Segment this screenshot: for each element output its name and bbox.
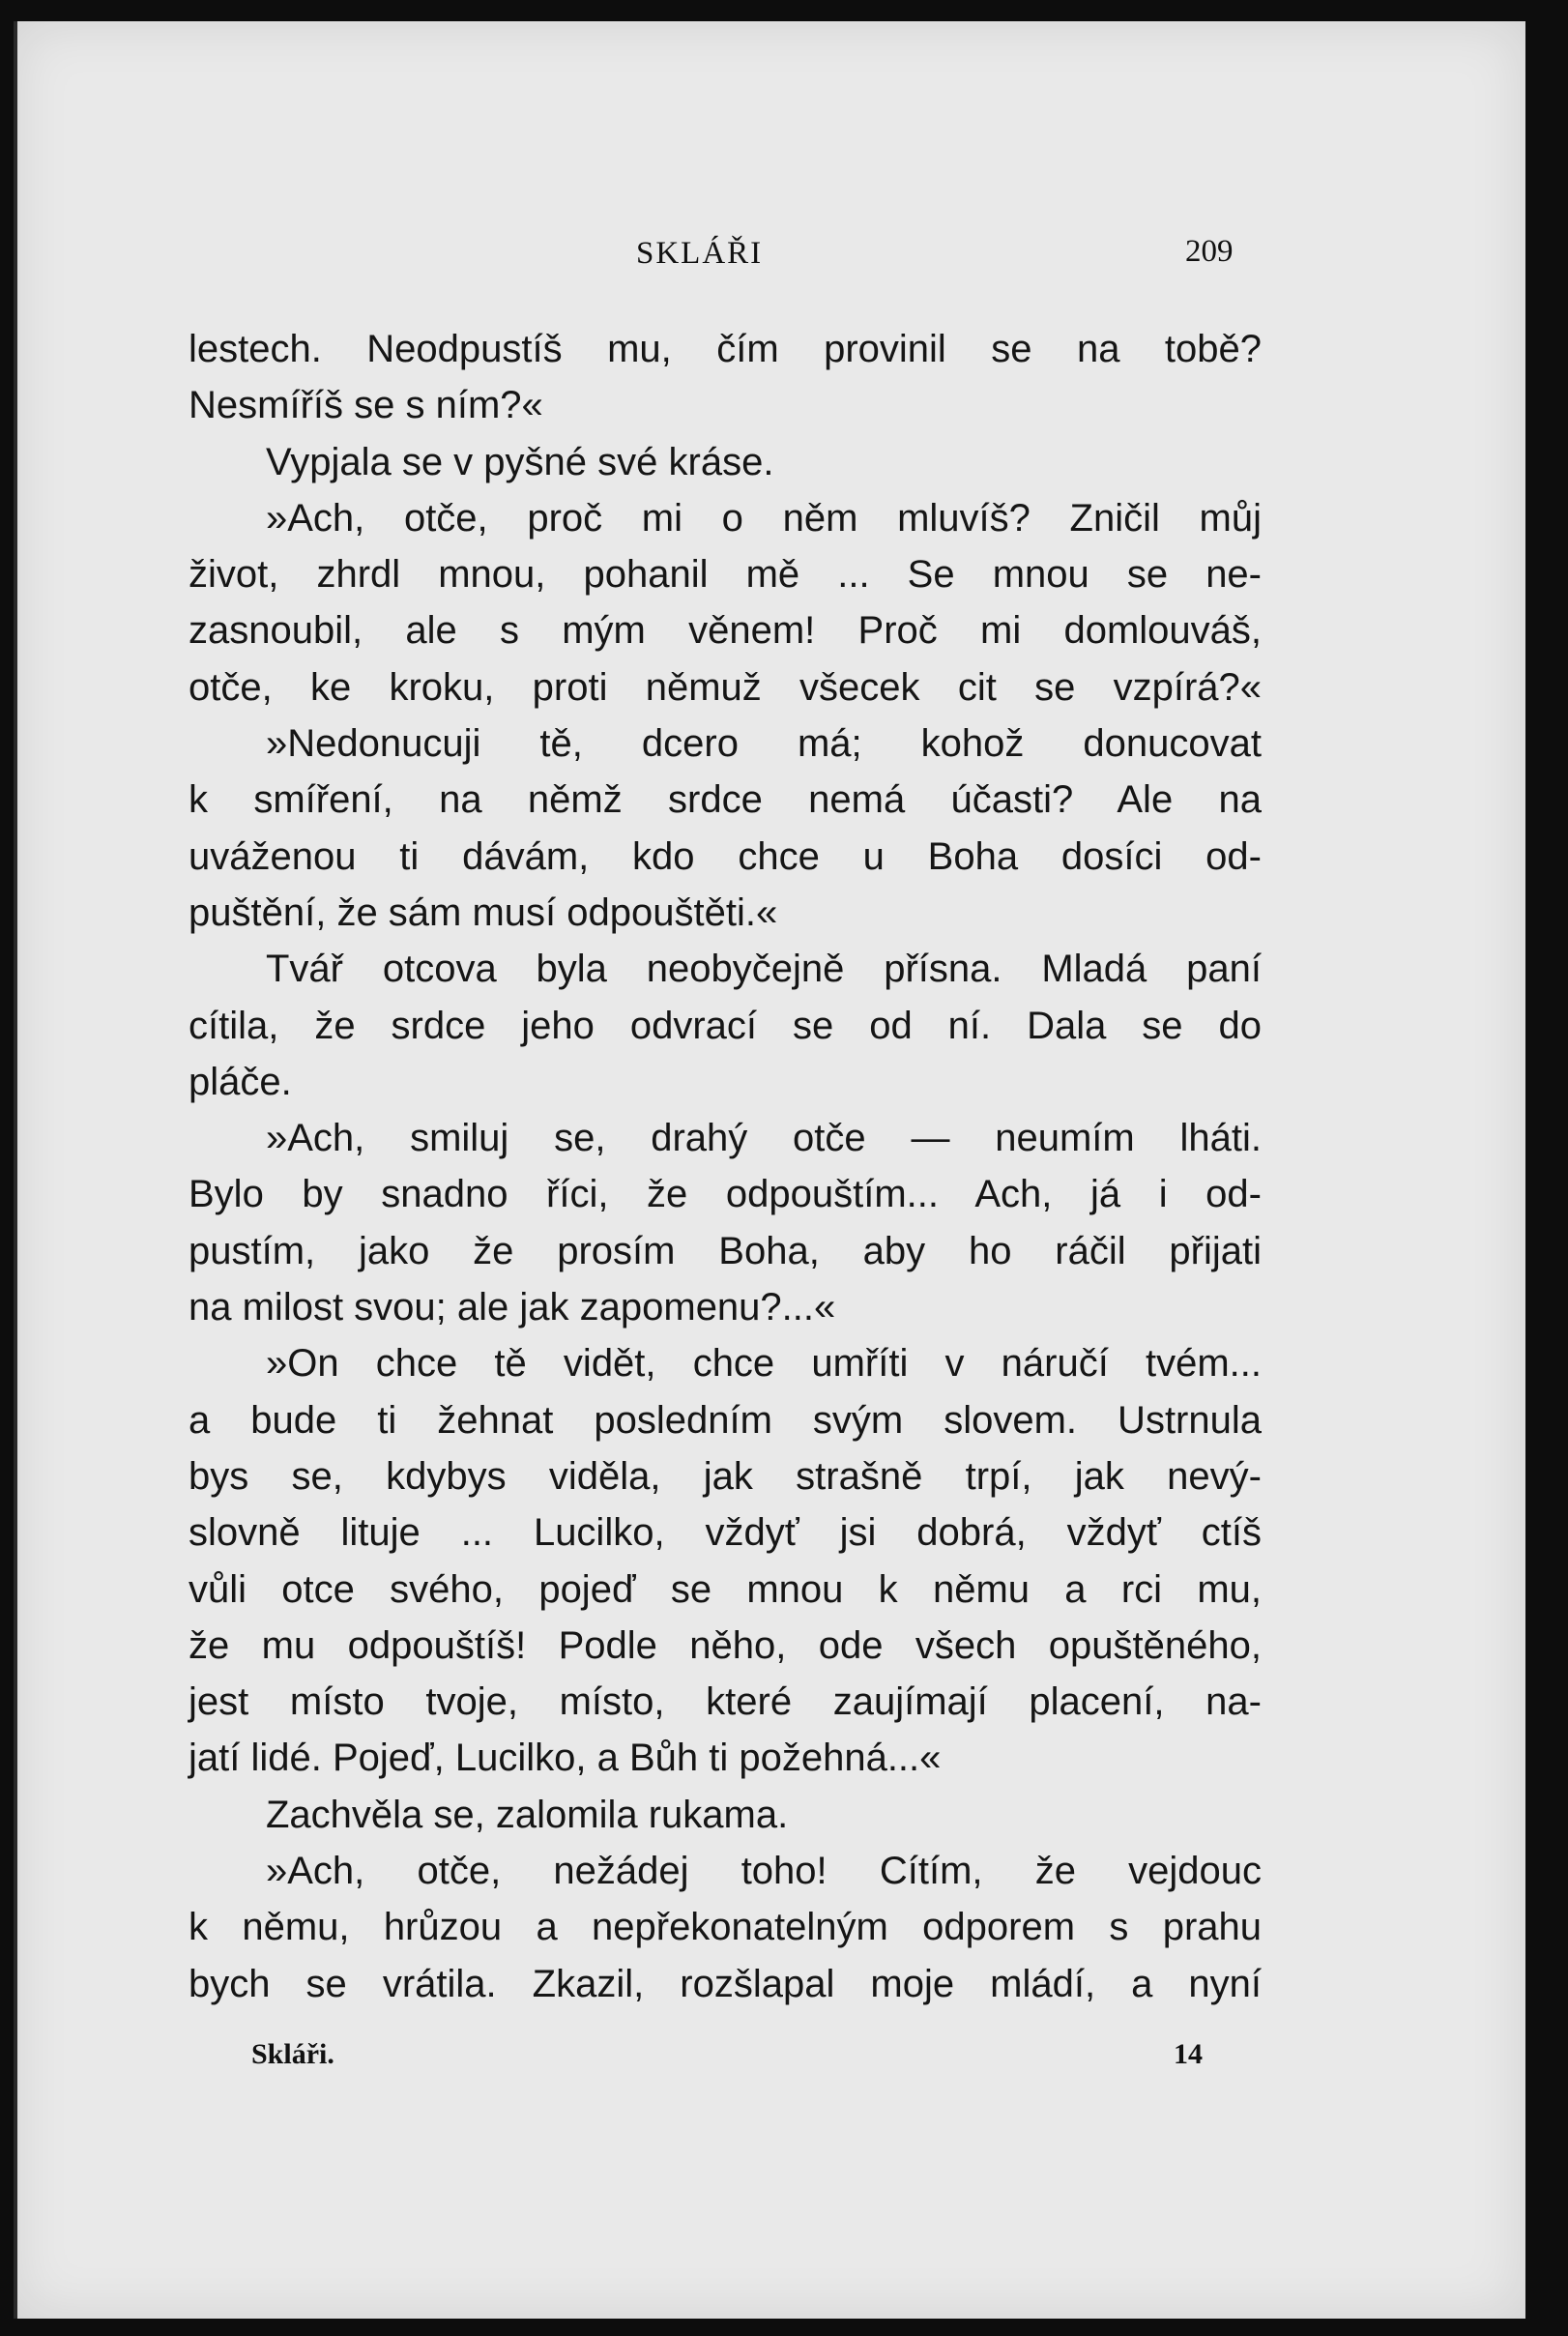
- text-line: otče, ke kroku, proti němuž všecek cit se vzpírá?«: [189, 665, 1262, 709]
- sheet-number: 14: [1174, 2038, 1203, 2070]
- text-line: jest místo tvoje, místo, které zaujímají placení, na-: [189, 1680, 1262, 1724]
- text-line: k němu, hrůzou a nepřekonatelným odporem s prahu: [189, 1906, 1262, 1949]
- text-line: Tvář otcova byla neobyčejně přísna. Mladá paní: [266, 948, 1262, 991]
- text-line: k smíření, na němž srdce nemá účasti? Ale na: [189, 778, 1262, 822]
- text-line: lestech. Neodpustíš mu, čím provinil se na tobě?: [189, 328, 1262, 370]
- text-line: »Nedonucuji tě, dcero má; kohož donucovat: [266, 722, 1262, 766]
- text-line: jatí lidé. Pojeď, Lucilko, a Bůh ti požehná...«: [189, 1737, 942, 1780]
- running-title: SKLÁŘI: [636, 236, 764, 271]
- text-line: bych se vrátila. Zkazil, rozšlapal moje mládí, a nyní: [189, 1962, 1262, 2005]
- text-line: slovně lituje ... Lucilko, vždyť jsi dobrá, vždyť ctíš: [189, 1511, 1262, 1555]
- text-line: zasnoubil, ale s mým věnem! Proč mi domlouváš,: [189, 609, 1262, 653]
- page-edge: [14, 21, 17, 2319]
- page-number: 209: [1185, 234, 1234, 269]
- text-line: Bylo by snadno říci, že odpouštím... Ach, já i od-: [189, 1173, 1262, 1216]
- text-line: život, zhrdl mnou, pohanil mě ... Se mnou se ne-: [189, 553, 1262, 597]
- text-line: »Ach, smiluj se, drahý otče — neumím lháti.: [266, 1117, 1262, 1160]
- text-line: uváženou ti dávám, kdo chce u Boha dosíci od-: [189, 834, 1262, 878]
- text-line: že mu odpouštíš! Podle něho, ode všech opuštěného,: [189, 1623, 1262, 1667]
- text-line: »On chce tě vidět, chce umříti v náručí tvém...: [266, 1342, 1262, 1386]
- text-line: pustím, jako že prosím Boha, aby ho ráčil přijati: [189, 1229, 1262, 1272]
- text-line: vůli otce svého, pojeď se mnou k němu a rci mu,: [189, 1567, 1262, 1611]
- text-line: Vypjala se v pyšné své kráse.: [266, 440, 774, 483]
- text-line: na milost svou; ale jak zapomenu?...«: [189, 1286, 836, 1329]
- text-line: cítila, že srdce jeho odvrací se od ní. Dala se do: [189, 1004, 1262, 1047]
- body-text: [189, 321, 1262, 2012]
- text-line: a bude ti žehnat posledním svým slovem. Ustrnula: [189, 1398, 1262, 1442]
- text-line: »Ach, otče, nežádej toho! Cítím, že vejdouc: [266, 1850, 1262, 1893]
- text-line: pláče.: [189, 1060, 292, 1103]
- text-line: bys se, kdybys viděla, jak strašně trpí, jak nevý-: [189, 1454, 1262, 1498]
- text-line: puštění, že sám musí odpouštěti.«: [189, 891, 778, 934]
- text-line: Zachvěla se, zalomila rukama.: [266, 1793, 789, 1836]
- text-line: »Ach, otče, proč mi o něm mluvíš? Zničil můj: [266, 496, 1262, 540]
- book-page: [14, 21, 1525, 2319]
- signature-mark: Sklářі.: [251, 2038, 334, 2070]
- text-line: Nesmíříš se s ním?«: [189, 384, 543, 427]
